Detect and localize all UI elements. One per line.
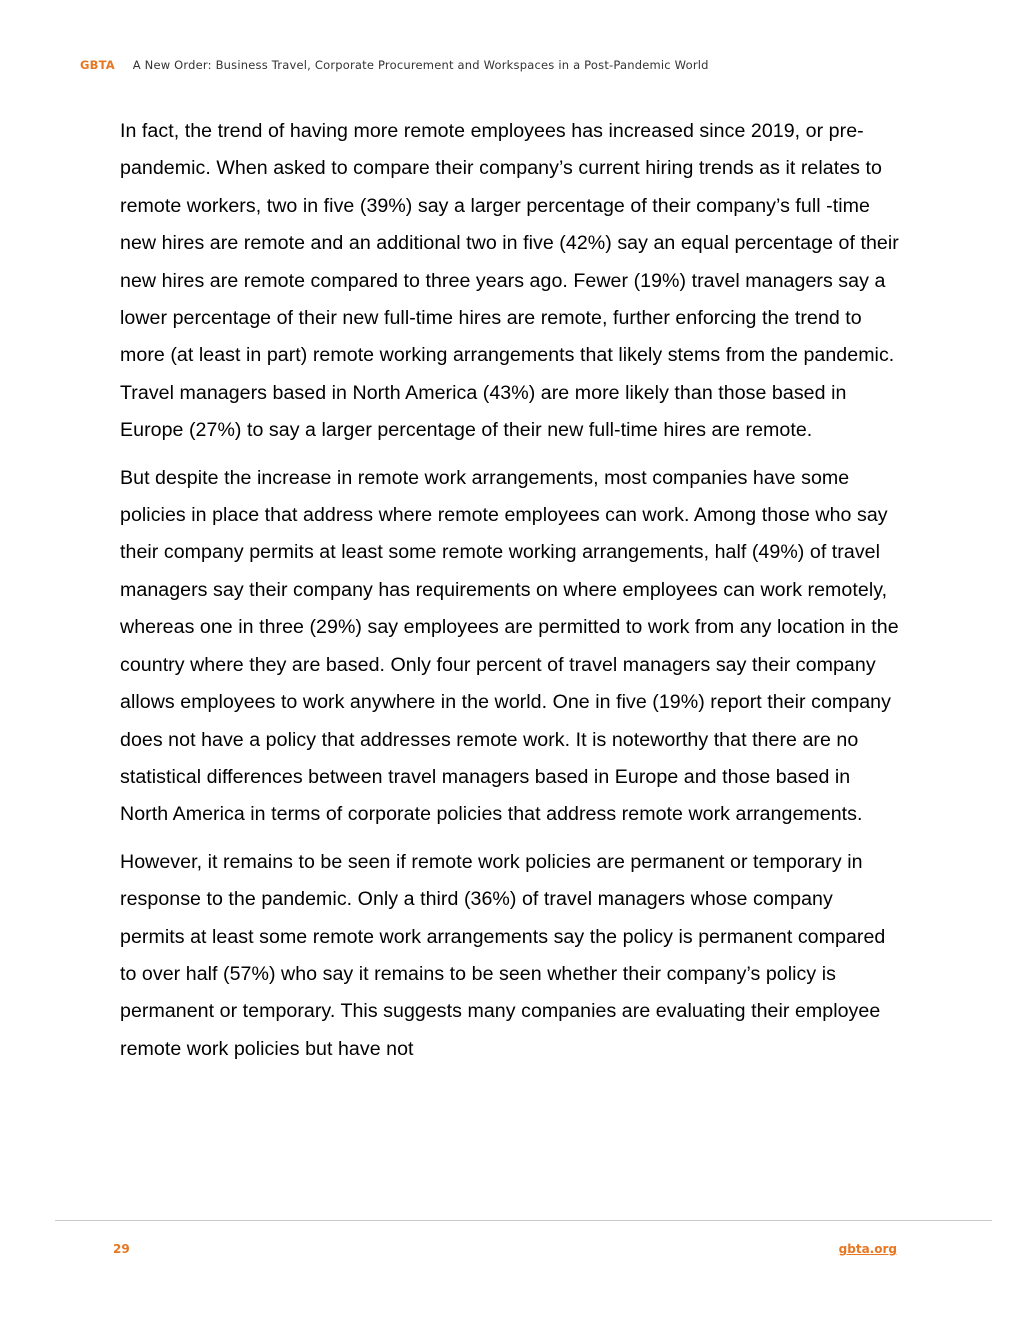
paragraph-policy-permanence: However, it remains to be seen if remote work policies are permanent or temporary in response to the pandemic. Only a third (36%) of travel managers whose company permits at least some remote work arrangements say the policy is permanent compared to over half (57%) who say it remains to be seen whether their company’s policy is permanent or temporary. This suggests many companies are evaluating their employee remote work policies but have not — [120, 850, 886, 1060]
footer-divider — [55, 1220, 992, 1221]
header-title: A New Order: Business Travel, Corporate Procurement and Workspaces in a Post-Pandemic World — [132, 58, 709, 72]
running-header — [80, 58, 709, 72]
gbta-site-link[interactable]: gbta.org — [838, 1242, 897, 1256]
body-text — [120, 113, 902, 1078]
paragraph-remote-hiring-trend: In fact, the trend of having more remote employees has increased since 2019, or pre-pandemic. When asked to compare their company’s current hiring trends as it relates to remote workers, two in five (39%) say a larger percentage of their company’s full -time new hires are remote and an additional two in five (42%) say an equal percentage of their new hires are remote compared to three years ago. Fewer (19%) travel managers say a lower percentage of their new full-time hires are remote, further enforcing the trend to more (at least in part) remote working arrangements that likely stems from the pandemic. Travel managers based in North America (43%) are more likely than those based in Europe (27%) to say a larger percentage of their new full-time hires are remote. — [120, 120, 899, 442]
paragraph-remote-work-policies: But despite the increase in remote work arrangements, most companies have some policies in place that address where remote employees can work. Among those who say their company permits at least some remote working arrangements, half (49%) of travel managers say their company has requirements on where employees can work remotely, whereas one in three (29%) say employees are permitted to work from any location in the country where they are based. Only four percent of travel managers say their company allows employees to work anywhere in the world. One in five (19%) report their company does not have a policy that addresses remote work. It is noteworthy that there are no statistical differences between travel managers based in Europe and those based in North America in terms of corporate policies that address remote work arrangements. — [120, 466, 899, 826]
header-brand: GBTA — [80, 58, 115, 72]
page-number: 29 — [113, 1242, 130, 1256]
